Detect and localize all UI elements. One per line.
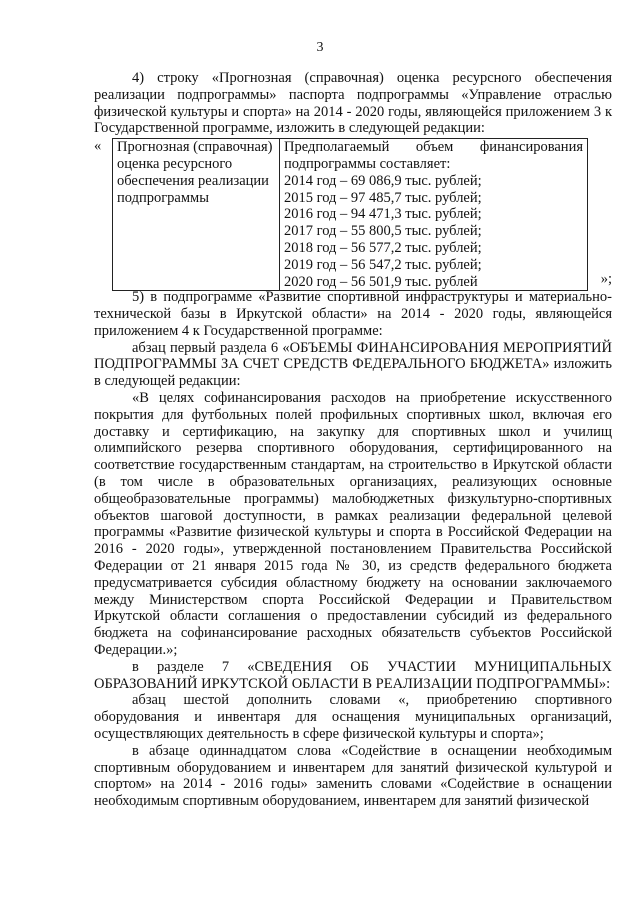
table-cell-label: Прогнозная (справочная) оценка ресурсного обеспечения реализации подпрограммы (113, 139, 280, 291)
document-body (94, 70, 612, 810)
paragraph-section-7: в разделе 7 «СВЕДЕНИЯ ОБ УЧАСТИИ МУНИЦИПАЛЬНЫХ ОБРАЗОВАНИЙ ИРКУТСКОЙ ОБЛАСТИ В РЕАЛИЗАЦИИ ПОДПРОГРАММЫ»: (94, 658, 612, 692)
funding-year-line: 2015 год – 97 485,7 тыс. рублей; (284, 189, 482, 206)
page-number: 3 (316, 40, 324, 55)
resource-table (112, 138, 588, 291)
paragraph-abzac-eleventh: в абзаце одиннадцатом слова «Содействие в оснащении необходимым спортивным оборудованием и инвентарем для занятий физической культурой и спортом» на 2014 - 2016 годы» заменить словами «Содействие в оснащении необходимым спортивным оборудованием, инвентарем для занятий физической (94, 742, 612, 810)
funding-year-line: 2017 год – 55 800,5 тыс. рублей; (284, 223, 482, 240)
funding-year-line: 2016 год – 94 471,3 тыс. рублей; (284, 206, 482, 223)
paragraph-item-5: 5) в подпрограмме «Развитие спортивной инфраструктуры и материально-технической базы в Иркутской области» на 2014 - 2020 годы, являющейся приложением 4 к Государственной программе: (94, 289, 612, 339)
funding-year-line: 2020 год – 56 501,9 тыс. рублей (284, 273, 478, 290)
table-open-quote: « (94, 138, 102, 155)
funding-intro: Предполагаемый объем финансирования подпрограммы составляет: (284, 139, 583, 172)
table-close-quote: »; (600, 271, 612, 288)
funding-year-line: 2019 год – 56 547,2 тыс. рублей; (284, 256, 482, 273)
paragraph-quote-text: «В целях софинансирования расходов на приобретение искусственного покрытия для футбольных полей профильных спортивных школ, включая его доставку и сертификацию, на закупку для спортивных школ и училищ олимпийского резерва спортивного оборудования, сертифицированного на соответствие государственным стандартам, на строительство в Иркутской области (в том числе в образовательных организациях, реализующих основные общеобразовательные программы) малобюджетных физкультурно-спортивных объектов шаговой доступности, в рамках реализации федеральной целевой программы «Развитие физической культуры и спорта в Российской Федерации на 2016 - 2020 годы», утвержденной постановлением Правительства Российской Федерации от 21 января 2015 года № 30, из средств федерального бюджета предусматривается субсидия областному бюджету на основании заключаемого между Министерством спорта Российской Федерации и Правительством Иркутской области соглашения о предоставлении субсидий из федерального бюджета на софинансирование расходных обязательств субъектов Российской Федерации.»; (94, 389, 612, 658)
paragraph-abzac-first: абзац первый раздела 6 «ОБЪЕМЫ ФИНАНСИРОВАНИЯ МЕРОПРИЯТИЙ ПОДПРОГРАММЫ ЗА СЧЕТ СРЕДСТВ ФЕДЕРАЛЬНОГО БЮДЖЕТА» изложить в следующей редакции: (94, 339, 612, 390)
table-row (113, 139, 588, 291)
resource-table-block (94, 138, 612, 288)
funding-year-line: 2018 год – 56 577,2 тыс. рублей; (284, 239, 482, 256)
paragraph-abzac-sixth: абзац шестой дополнить словами «, приобретению спортивного оборудования и инвентаря для оснащения муниципальных организаций, осуществляющих деятельность в сфере физической культуры и спорта»; (94, 692, 612, 742)
table-cell-funding (280, 139, 588, 291)
funding-year-line: 2014 год – 69 086,9 тыс. рублей; (284, 172, 482, 189)
paragraph-item-4: 4) строку «Прогнозная (справочная) оценка ресурсного обеспечения реализации подпрограммы» паспорта подпрограммы «Управление отраслью физической культуры и спорта» на 2014 - 2020 годы, являющейся приложением 3 к Государственной программе, изложить в следующей редакции: (94, 70, 612, 137)
